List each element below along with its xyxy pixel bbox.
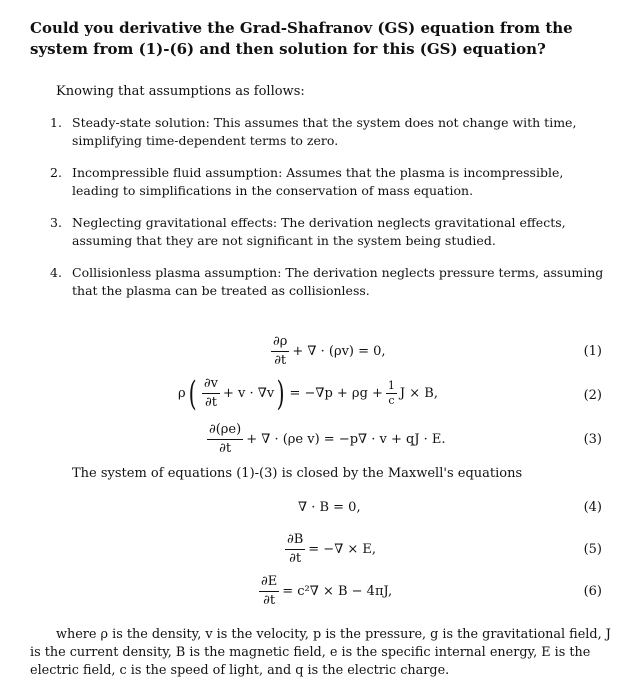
item-number: 2. <box>50 165 62 180</box>
numerator: ∂ρ <box>271 334 289 352</box>
right-paren: ) <box>276 373 285 414</box>
list-item <box>50 114 610 150</box>
equation-1 <box>268 334 386 369</box>
where-text: where ρ is the density, v is the velocity, p is the pressure, g is the gravitational field, J is the current density, B is the magnetic field, e is the specific internal energy, E is the electric field, c is the speed of light, and q is the electric charge. <box>30 627 611 678</box>
fraction <box>207 422 243 457</box>
equation-6 <box>256 574 392 609</box>
denominator: ∂t <box>219 441 232 456</box>
equation-2 <box>178 373 438 414</box>
equation-number: (2) <box>583 388 602 403</box>
equation-rest: + ∇ · (ρv) = 0, <box>292 344 386 359</box>
equation-rest-a: = −∇p + ρg + <box>289 386 383 401</box>
fraction <box>285 532 305 567</box>
denominator: c <box>388 394 395 407</box>
equation-rest: = −∇ × E, <box>308 542 377 557</box>
equation-rest: + ∇ · (ρe v) = −p∇ · v + qJ · E. <box>246 432 446 447</box>
list-item <box>50 164 610 200</box>
item-number: 4. <box>50 265 62 280</box>
equation-number: (1) <box>583 344 602 359</box>
intro-text: Knowing that assumptions as follows: <box>56 84 305 99</box>
numerator: ∂(ρe) <box>207 422 243 440</box>
numerator: ∂E <box>259 574 279 592</box>
equation-number: (4) <box>583 500 602 515</box>
numerator: ∂v <box>202 376 220 394</box>
closed-text: The system of equations (1)-(3) is closed by the Maxwell's equations <box>72 466 523 481</box>
assumptions-list <box>50 114 610 314</box>
item-text: Steady-state solution: This assumes that the system does not change with time, simplifying time-dependent terms to zero. <box>72 115 577 148</box>
equation-number: (5) <box>583 542 602 557</box>
denominator: ∂t <box>263 593 276 608</box>
numerator: ∂B <box>285 532 305 550</box>
list-item <box>50 214 610 250</box>
item-number: 3. <box>50 215 62 230</box>
list-item <box>50 264 610 300</box>
denominator: ∂t <box>289 551 302 566</box>
equation-inner: + v · ∇v <box>223 386 275 401</box>
equation-5 <box>282 532 376 567</box>
fraction <box>259 574 279 609</box>
equation-3 <box>204 422 446 457</box>
equation-number: (3) <box>583 432 602 447</box>
item-text: Neglecting gravitational effects: The derivation neglects gravitational effects, assuming that they are not significant in the system being studied. <box>72 215 566 248</box>
rho-symbol: ρ <box>178 386 186 401</box>
fraction <box>202 376 220 411</box>
equation-rest: = c²∇ × B − 4πJ, <box>282 584 393 599</box>
fraction <box>386 380 397 407</box>
item-text: Incompressible fluid assumption: Assumes that the plasma is incompressible, leading to simplifications in the conservation of mass equation. <box>72 165 564 198</box>
denominator: ∂t <box>274 353 287 368</box>
equation-rest-b: J × B, <box>399 386 438 401</box>
fraction <box>271 334 289 369</box>
item-text: Collisionless plasma assumption: The derivation neglects pressure terms, assuming that the plasma can be treated as collisionless. <box>72 265 604 298</box>
numerator: 1 <box>387 379 395 392</box>
denominator: ∂t <box>204 395 217 410</box>
equation-4 <box>298 500 361 515</box>
equation-body: ∇ · B = 0, <box>298 500 361 515</box>
where-paragraph <box>30 626 612 680</box>
question-title: Could you derivative the Grad-Shafranov (GS) equation from the system from (1)-(6) and then solution for this (GS) equation? <box>30 19 573 58</box>
item-number: 1. <box>50 115 62 130</box>
left-paren: ( <box>188 373 197 414</box>
equation-number: (6) <box>583 584 602 599</box>
